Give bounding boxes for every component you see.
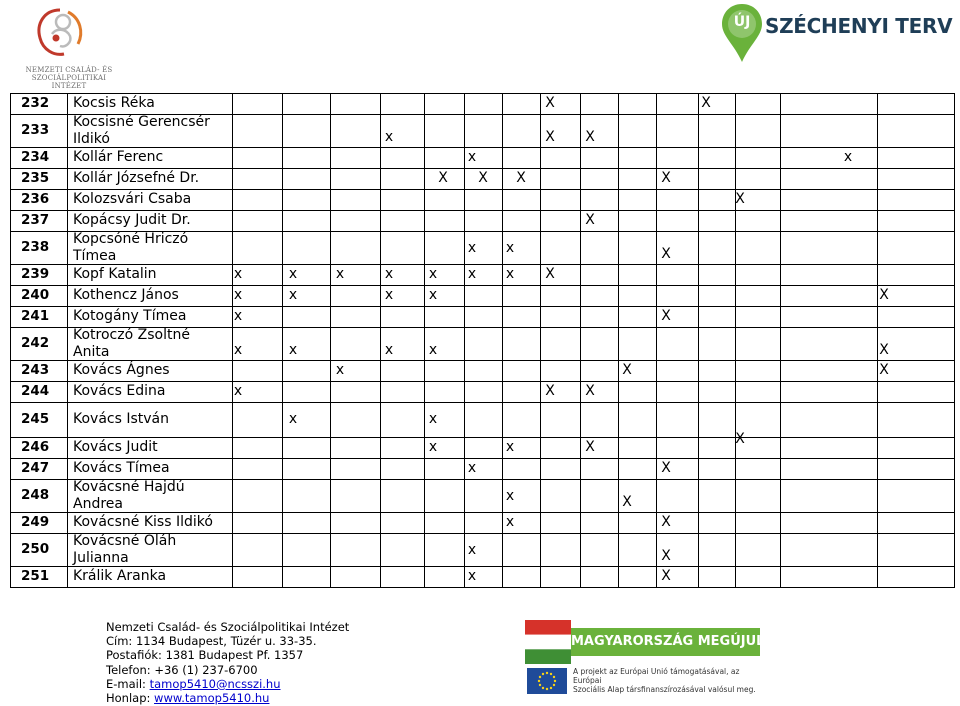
contact-org: Nemzeti Család- és Szociálpolitikai Intézet [106,620,350,634]
participant-name-line: Kovács Judit [73,438,158,455]
attendance-mark: X [545,129,555,145]
hungarian-flag-icon [525,620,571,664]
institute-caption-line2: SZOCIÁLPOLITIKAI INTÉZET [31,74,107,90]
row-number: 240 [21,286,50,303]
uj-badge-label: ÚJ [733,14,751,30]
participant-name [73,439,158,456]
attendance-mark: x [384,129,394,145]
table-row [10,189,955,210]
attendance-mark: x [467,239,477,256]
participant-name [73,212,191,229]
attendance-mark: X [661,459,671,476]
attendance-mark: x [233,265,243,282]
attendance-mark: X [545,382,555,399]
attendance-mark: x [428,438,438,455]
table-row [10,210,955,231]
row-number: 237 [21,211,50,228]
attendance-mark: x [288,342,298,358]
row-number: 233 [21,121,50,138]
attendance-mark: X [545,265,555,282]
participant-name [73,460,170,477]
attendance-mark: X [661,513,671,530]
family-emblem-icon [30,4,90,62]
attendance-mark: x [233,286,243,303]
participant-name [73,114,210,148]
attendance-mark: x [335,265,345,282]
attendance-mark: x [233,382,243,399]
participant-name-line: Kollár Ferenc [73,148,164,165]
attendance-mark: X [585,129,595,145]
attendance-mark: x [384,265,394,282]
contact-block [106,620,349,705]
attendance-mark: x [288,410,298,427]
table-row [10,285,955,306]
attendance-mark: x [428,265,438,282]
attendance-mark: X [622,494,632,510]
attendance-mark: X [661,548,671,564]
participant-name-line: Kopcsóné Hriczó [73,230,189,247]
participant-name-line: Kovácsné Kiss Ildikó [73,513,213,530]
brand-title: SZÉCHENYI TERV [765,14,953,38]
attendance-mark: X [622,361,632,378]
attendance-mark: x [335,361,345,378]
table-row [10,114,955,147]
attendance-mark: x [505,438,515,455]
participant-name [73,383,165,400]
attendance-mark: x [288,265,298,282]
participant-name [73,170,199,187]
table-row [10,147,955,168]
szechenyi-terv-logo [720,0,960,80]
attendance-mark: X [735,431,745,447]
attendance-mark: x [467,567,477,584]
participant-name-line: Kovács Edina [73,382,166,399]
attendance-mark: x [233,307,243,324]
participant-name [73,568,166,585]
attendance-mark: x [505,239,515,256]
participant-name-line: Tímea [73,247,117,264]
participant-name-line: Kovács István [73,410,170,427]
participant-name [73,327,190,361]
participant-name [73,514,213,531]
attendance-mark: x [384,342,394,358]
attendance-mark: X [661,169,671,186]
megujul-banner [525,620,765,664]
attendance-mark: x [428,286,438,303]
web-label: Honlap: [106,691,155,706]
row-number: 239 [21,265,50,282]
attendance-mark: X [701,94,711,111]
attendance-mark: X [879,342,889,358]
attendance-mark: x [384,286,394,303]
participant-name-line: Kothencz János [73,286,179,303]
attendance-mark: X [735,190,745,207]
row-number: 250 [21,540,50,557]
participant-name-line: Králik Aranka [73,567,167,584]
attendance-mark: X [661,567,671,584]
participant-name [73,533,176,567]
row-number: 238 [21,238,50,255]
row-number: 244 [21,382,50,399]
institute-caption-line1: NEMZETI CSALÁD- ÉS [25,66,113,74]
participant-name [73,266,157,283]
table-row [10,306,955,327]
contact-web-row [106,691,349,705]
attendance-mark: x [467,148,477,165]
participant-name-line: Kopf Katalin [73,265,157,282]
attendance-mark: X [438,169,448,186]
attendance-mark: x [505,513,515,530]
row-number: 251 [21,567,50,584]
attendance-mark: x [467,459,477,476]
table-row [10,168,955,189]
participant-table [10,93,955,591]
participant-name [73,362,170,379]
attendance-mark: X [585,382,595,399]
participant-name-line: Julianna [73,549,129,566]
row-number: 246 [21,438,50,455]
eu-funding-note [573,667,760,694]
participant-name [73,231,188,265]
table-row [10,437,955,458]
participant-name-line: Kovácsné Oláh [73,532,177,549]
attendance-mark: x [467,541,477,558]
participant-name-line: Anita [73,343,110,360]
row-number: 232 [21,94,50,111]
participant-name [73,479,185,513]
row-number: 235 [21,169,50,186]
row-number: 249 [21,513,50,530]
email-label: E-mail: [106,676,150,691]
eu-flag-icon [527,668,567,694]
attendance-mark: x [428,342,438,358]
institute-caption [14,66,124,90]
email-link[interactable]: tamop5410@ncsszi.hu [149,676,281,691]
participant-name-line: Kopácsy Judit Dr. [73,211,191,228]
attendance-mark: x [288,286,298,303]
attendance-mark: X [879,286,889,303]
attendance-mark: X [545,94,555,111]
table-row [10,566,955,587]
participant-name-line: Kotroczó Zsoltné [73,326,190,343]
participant-name-line: Kovács Ágnes [73,361,170,378]
attendance-mark: X [585,438,595,455]
table-row [10,458,955,479]
participant-name-line: Kotogány Tímea [73,307,187,324]
participant-name [73,191,191,208]
web-link[interactable]: www.tamop5410.hu [154,691,270,706]
participant-name-line: Kocsis Réka [73,94,155,111]
attendance-mark: x [505,265,515,282]
participant-name-line: Andrea [73,495,123,512]
table-row [10,381,955,402]
row-number: 243 [21,361,50,378]
table-row [10,231,955,264]
participant-name-line: Ildikó [73,130,110,147]
uj-badge-icon [720,2,764,64]
eu-note-line2: Szociális Alap társfinanszírozásával valósul meg. [573,685,756,694]
attendance-mark: X [585,211,595,228]
banner-label: MAGYARORSZÁG MEGÚJUL [571,628,760,656]
participant-name-line: Kovácsné Hajdú [73,478,185,495]
participant-name [73,308,186,325]
participant-name [73,411,169,428]
attendance-mark: x [467,265,477,282]
table-row [10,93,955,114]
attendance-mark: X [478,169,488,186]
table-row [10,479,955,512]
institute-logo [8,4,118,90]
participant-name-line: Kolozsvári Csaba [73,190,192,207]
attendance-mark: x [233,342,243,358]
participant-name-line: Kocsisné Gerencsér [73,113,210,130]
attendance-mark: X [879,361,889,378]
participant-name-line: Kovács Tímea [73,459,170,476]
attendance-mark: x [843,148,853,165]
participant-name-line: Kollár Józsefné Dr. [73,169,200,186]
attendance-mark: x [428,410,438,427]
row-number: 241 [21,307,50,324]
row-number: 236 [21,190,50,207]
eu-funding-logo [525,620,765,694]
row-number: 247 [21,459,50,476]
contact-po-box: Postafiók: 1381 Budapest Pf. 1357 [106,648,304,663]
table-row [10,512,955,533]
eu-note-line1: A projekt az Európai Unió támogatásával, az Európai [573,667,740,685]
table-row [10,533,955,566]
table-row [10,360,955,381]
contact-address: Cím: 1134 Budapest, Tüzér u. 33-35. [106,634,317,649]
participant-name [73,149,163,166]
attendance-mark: X [661,246,671,262]
attendance-mark: x [505,487,515,504]
row-number: 234 [21,148,50,165]
table-row [10,327,955,360]
row-number: 248 [21,486,50,503]
row-number: 242 [21,334,50,351]
attendance-mark: X [516,169,526,186]
participant-name [73,95,155,112]
row-number: 245 [21,410,50,427]
table-row [10,264,955,285]
contact-email-row [106,677,349,691]
attendance-mark: X [661,307,671,324]
contact-phone: Telefon: +36 (1) 237-6700 [106,662,258,677]
participant-name [73,287,179,304]
